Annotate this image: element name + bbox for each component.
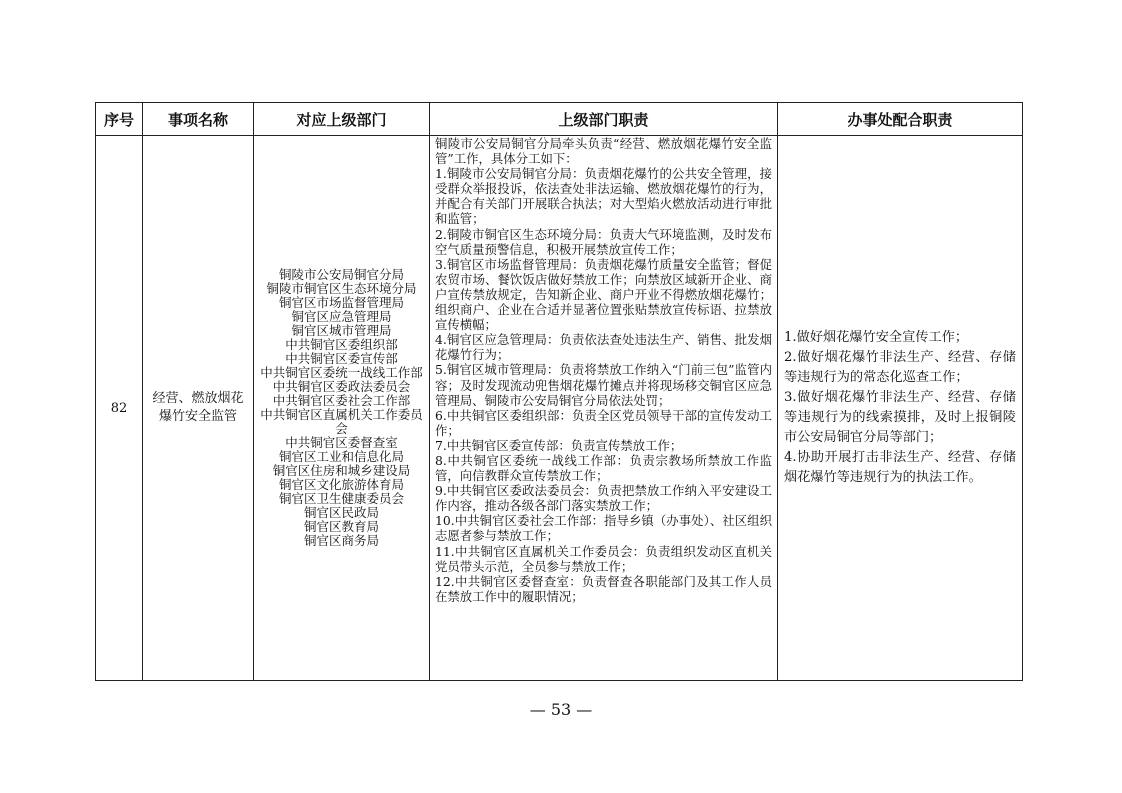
row-item-name: 经营、燃放烟花爆竹安全监管 [143,136,254,681]
department-item: 铜陵市铜官区生态环境分局 [266,281,417,296]
header-department-duty: 上级部门职责 [430,103,778,136]
department-item: 中共铜官区委统一战线工作部 [260,365,423,380]
duty-item: 2.铜陵市铜官区生态环境分局：负责大气环境监测，及时发布空气质量预警信息，积极开展禁放宣传工作； [435,226,772,257]
department-item: 中共铜官区直属机关工作委员会 [260,407,423,436]
duty-item: 6.中共铜官区委组织部：负责全区党员领导干部的宣传发动工作； [435,407,772,438]
header-item-name: 事项名称 [143,103,254,136]
page-number: — 53 — [529,700,593,719]
department-item: 中共铜官区委政法委员会 [272,379,411,394]
header-number: 序号 [96,103,143,136]
department-item: 铜陵市公安局铜官分局 [278,267,404,282]
department-item: 铜官区卫生健康委员会 [278,491,404,506]
duty-item: 10.中共铜官区委社会工作部：指导乡镇（办事处）、社区组织志愿者参与禁放工作； [435,513,772,544]
duty-item: 铜陵市公安局铜官分局牵头负责“经营、燃放烟花爆竹安全监管”工作，具体分工如下： [435,136,772,167]
duty-item: 3.铜官区市场监督管理局：负责烟花爆竹质量安全监管；督促农贸市场、餐饮饭店做好禁放工作；向禁放区域新开企业、商户宣传禁放规定，告知新企业、商户开业不得燃放烟花爆竹；组织商户、企业在合适并显著位置张贴禁放宣传标语、拉禁放宣传横幅； [435,256,772,333]
assist-item: 1.做好烟花爆竹安全宣传工作； [784,330,969,345]
duty-list [430,136,777,679]
row-duties-cell [430,136,778,681]
duty-item: 7.中共铜官区委宣传部：负责宣传禁放工作； [435,437,683,453]
department-item: 铜官区市场监督管理局 [278,295,404,310]
row-number: 82 [96,136,143,681]
assist-item: 2.做好烟花爆竹非法生产、经营、存储等违规行为的常态化巡查工作； [784,350,1016,385]
department-item: 中共铜官区委宣传部 [285,351,398,366]
department-item: 铜官区工业和信息化局 [278,449,404,464]
duty-item: 9.中共铜官区委政法委员会：负责把禁放工作纳入平安建设工作内容，推动各级各部门落实禁放工作； [435,483,772,514]
duty-table [95,102,1023,681]
header-office-duty: 办事处配合职责 [778,103,1023,136]
department-item: 铜官区城市管理局 [291,323,392,338]
department-item: 铜官区住房和城乡建设局 [272,463,411,478]
assist-item: 4.协助开展打击非法生产、经营、存储烟花爆竹等违规行为的执法工作。 [784,450,1016,485]
duty-item: 8.中共铜官区委统一战线工作部：负责宗教场所禁放工作监管，向信教群众宣传禁放工作； [435,452,772,484]
department-item: 铜官区文化旅游体育局 [278,477,404,492]
assist-item: 3.做好烟花爆竹非法生产、经营、存储等违规行为的线索摸排，及时上报铜陵市公安局铜官分局等部门； [784,390,1016,445]
department-item: 铜官区应急管理局 [291,309,392,324]
department-list [254,268,429,548]
department-item: 铜官区教育局 [303,519,379,534]
department-item: 中共铜官区委社会工作部 [272,393,411,408]
duty-item: 1.铜陵市公安局铜官分局：负责烟花爆竹的公共安全管理，接受群众举报投诉，依法查处非法运输、燃放烟花爆竹的行为，并配合有关部门开展联合执法；对大型焰火燃放活动进行审批和监管； [435,166,772,227]
assist-list [778,328,1022,488]
row-departments-cell [254,136,430,681]
department-item: 铜官区民政局 [303,505,379,520]
duty-item: 4.铜官区应急管理局：负责依法查处违法生产、销售、批发烟花爆竹行为； [435,332,772,363]
department-item: 中共铜官区委组织部 [285,337,398,352]
table-header-row [96,103,1023,136]
department-item: 中共铜官区委督查室 [285,435,398,450]
table-row [96,136,1023,681]
duty-item: 11.中共铜官区直属机关工作委员会：负责组织发动区直机关党员带头示范，全员参与禁放工作； [435,543,772,574]
duty-item: 5.铜官区城市管理局：负责将禁放工作纳入“门前三包”监管内容；及时发现流动兜售烟花爆竹摊点并将现场移交铜官区应急管理局、铜陵市公安局铜官分局依法处罚； [435,362,772,408]
row-assist-cell [778,136,1023,681]
department-item: 铜官区商务局 [303,533,379,548]
header-department: 对应上级部门 [254,103,430,136]
duty-item: 12.中共铜官区委督查室：负责督查各职能部门及其工作人员在禁放工作中的履职情况； [435,573,772,604]
